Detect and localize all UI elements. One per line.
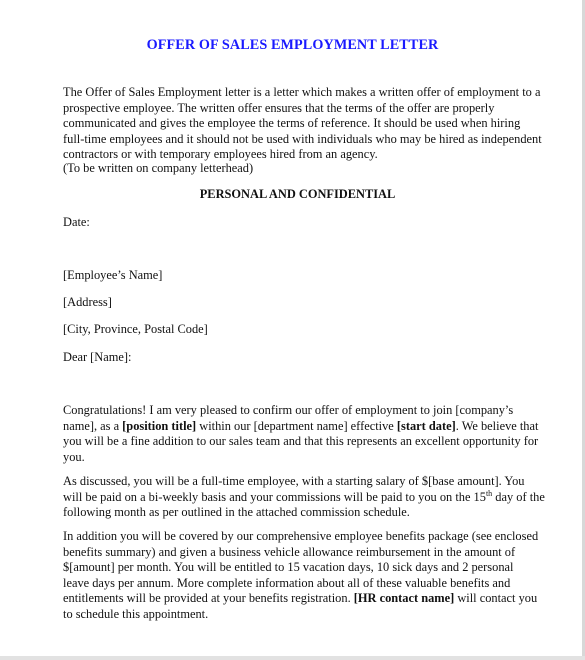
- confidential-heading: PERSONAL AND CONFIDENTIAL: [199, 187, 396, 201]
- text-run: within our [department name] effective: [196, 418, 397, 433]
- city-placeholder: [City, Province, Postal Code]: [63, 322, 208, 336]
- intro-line: contractors or with temporary employees hired from an agency.: [63, 147, 378, 162]
- paragraph-line: [63, 591, 538, 607]
- text-run: entitlements will be provided at your benefits registration.: [63, 591, 354, 606]
- text-run: day of the: [492, 489, 545, 504]
- paragraph-line: Congratulations! I am very pleased to confirm our offer of employment to join [company’s: [63, 403, 514, 417]
- document-title: OFFER OF SALES EMPLOYMENT LETTER: [146, 37, 439, 53]
- paragraph-line: you will be a fine addition to our sales team and that this represents an excellent opportunity for: [63, 434, 539, 449]
- intro-line: prospective employee. The written offer ensures that the terms of the offer are properly: [63, 100, 495, 115]
- position-title-placeholder: [position title]: [122, 418, 197, 433]
- paragraph-line: [63, 488, 545, 506]
- hr-contact-placeholder: [HR contact name]: [353, 591, 455, 606]
- intro-line: full-time employees and it should not be used with individuals who may be hired as independent: [63, 131, 542, 146]
- paragraph-line: you.: [63, 449, 85, 464]
- paragraph-line: to schedule this appointment.: [63, 606, 209, 621]
- address-placeholder: [Address]: [63, 295, 112, 309]
- text-run: will be paid on a bi-weekly basis and your commissions will be paid to you on the 15: [63, 489, 486, 504]
- intro-line: communicated and gives the employee the terms of reference. It should be used when hiring: [63, 116, 521, 131]
- start-date-placeholder: [start date]: [396, 418, 456, 433]
- paragraph-line: [63, 419, 538, 435]
- benefits-paragraph: [63, 529, 538, 623]
- paragraph-line: following month as per outlined in the attached commission schedule.: [63, 505, 410, 520]
- ordinal-suffix: th: [485, 488, 493, 498]
- congratulations-paragraph: [63, 403, 538, 465]
- intro-paragraph: [63, 85, 542, 163]
- paragraph-line: In addition you will be covered by our comprehensive employee benefits package (see enclosed: [63, 529, 539, 543]
- salutation: Dear [Name]:: [63, 350, 132, 364]
- text-run: will contact you: [454, 591, 538, 606]
- text-run: name], as a: [63, 418, 123, 433]
- salary-paragraph: [63, 474, 545, 521]
- paragraph-line: leave days per annum. More complete information about all of these valuable benefits and: [63, 575, 511, 590]
- date-label: Date:: [63, 215, 90, 229]
- letterhead-note: (To be written on company letterhead): [63, 161, 254, 175]
- page-edge-bottom: [0, 656, 585, 660]
- intro-line: The Offer of Sales Employment letter is a letter which makes a written offer of employment to a: [63, 85, 541, 99]
- employee-name-placeholder: [Employee’s Name]: [63, 268, 163, 282]
- paragraph-line: benefits summary) and given a business vehicle allowance reimbursement in the amount of: [63, 544, 516, 559]
- paragraph-line: As discussed, you will be a full-time employee, with a starting salary of $[base amount]. You: [63, 474, 525, 488]
- paragraph-line: $[amount] per month. You will be entitled to 15 vacation days, 10 sick days and 2 personal: [63, 560, 514, 575]
- text-run: . We believe that: [455, 418, 539, 433]
